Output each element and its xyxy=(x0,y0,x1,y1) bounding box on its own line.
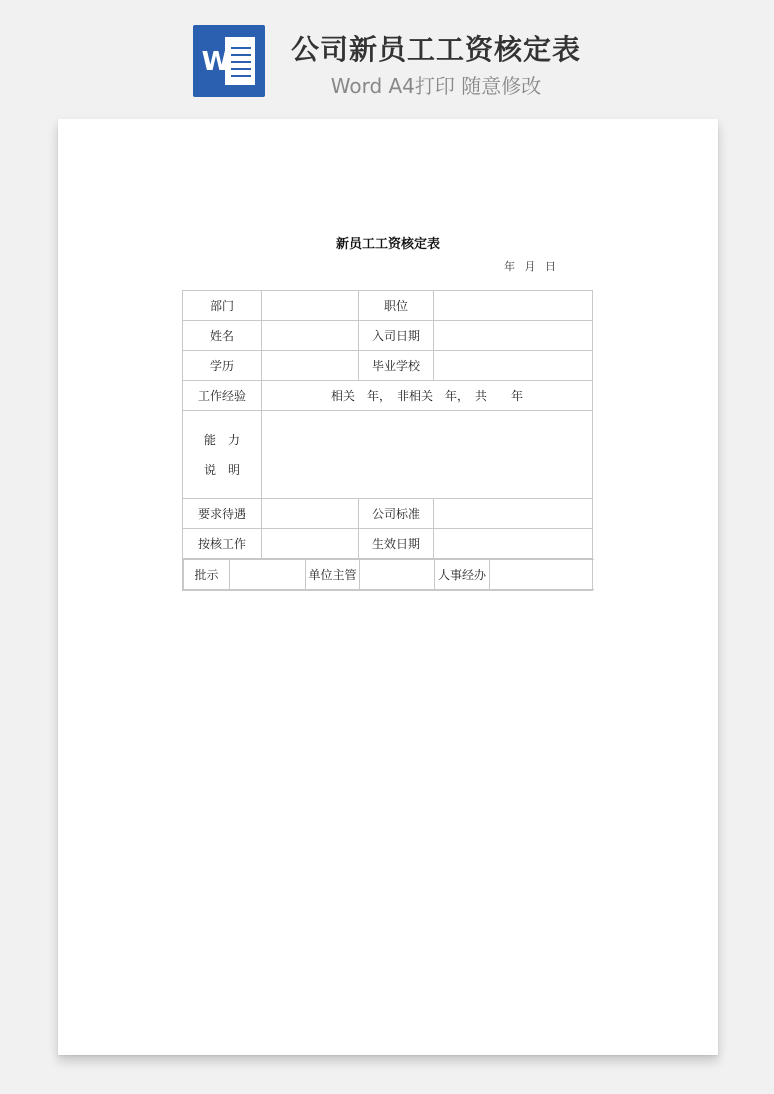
company-standard-field[interactable] xyxy=(434,499,593,529)
document-page xyxy=(58,119,718,1055)
effective-date-field[interactable] xyxy=(434,529,593,559)
date-line: 年 月 日 xyxy=(504,260,556,273)
education-label: 学历 xyxy=(183,351,262,381)
ability-field[interactable] xyxy=(262,411,593,499)
experience-label: 工作经验 xyxy=(183,381,262,411)
approved-pay-field[interactable] xyxy=(262,529,359,559)
approval-label: 批示 xyxy=(184,560,230,590)
education-field[interactable] xyxy=(262,351,359,381)
table-row xyxy=(183,291,593,321)
page-header xyxy=(0,0,774,110)
name-field[interactable] xyxy=(262,321,359,351)
ability-label-line1: 能 力 xyxy=(203,432,240,447)
expected-pay-field[interactable] xyxy=(262,499,359,529)
header-title: 公司新员工工资核定表 xyxy=(290,33,581,66)
school-field[interactable] xyxy=(434,351,593,381)
table-row xyxy=(183,499,593,529)
approval-row xyxy=(183,559,593,591)
name-label: 姓名 xyxy=(183,321,262,351)
ability-label xyxy=(183,411,262,499)
table-row xyxy=(183,381,593,411)
join-date-field[interactable] xyxy=(434,321,593,351)
table-row xyxy=(183,351,593,381)
word-icon: W xyxy=(193,25,265,97)
document-title: 新员工工资核定表 xyxy=(335,237,440,252)
position-label: 职位 xyxy=(359,291,434,321)
position-field[interactable] xyxy=(434,291,593,321)
school-label: 毕业学校 xyxy=(359,351,434,381)
header-subtitle: Word A4打印 随意修改 xyxy=(330,74,542,98)
company-standard-label: 公司标准 xyxy=(359,499,434,529)
experience-value[interactable]: 相关 年， 非相关 年， 共 年 xyxy=(262,381,593,411)
dept-field[interactable] xyxy=(262,291,359,321)
table-row xyxy=(183,559,593,591)
unit-manager-label: 单位主管 xyxy=(306,560,360,590)
expected-pay-label: 要求待遇 xyxy=(183,499,262,529)
hr-label: 人事经办 xyxy=(435,560,490,590)
salary-form-table xyxy=(182,290,593,591)
table-row xyxy=(183,529,593,559)
ability-label-line2: 说 明 xyxy=(203,462,240,477)
effective-date-label: 生效日期 xyxy=(359,529,434,559)
approval-field[interactable] xyxy=(230,560,306,590)
unit-manager-field[interactable] xyxy=(360,560,435,590)
table-row xyxy=(183,411,593,499)
dept-label: 部门 xyxy=(183,291,262,321)
table-row xyxy=(183,321,593,351)
approved-pay-label: 按核工作 xyxy=(183,529,262,559)
hr-field[interactable] xyxy=(490,560,594,590)
join-date-label: 入司日期 xyxy=(359,321,434,351)
